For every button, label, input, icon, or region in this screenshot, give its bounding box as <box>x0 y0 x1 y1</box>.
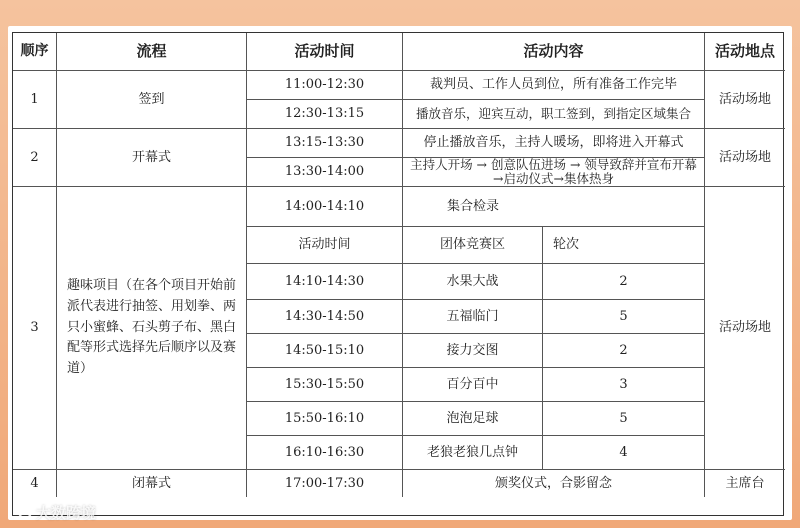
section4-order: 4 <box>13 470 57 497</box>
section4-process: 闭幕式 <box>57 470 247 497</box>
section2-order: 2 <box>13 129 57 187</box>
section1-time-2: 12:30-13:15 <box>247 100 403 129</box>
section1-time-1: 11:00-12:30 <box>247 71 403 100</box>
watermark-logo-icon <box>18 505 32 519</box>
game-row-time: 16:10-16:30 <box>247 436 403 470</box>
section3-process: 趣味项目（在各个项目开始前派代表进行抽签、用划拳、两只小蜜蜂、石头剪子布、黑白配等形式选择先后顺序以及赛道） <box>57 187 247 470</box>
game-row-area: 水果大战 <box>403 264 543 300</box>
watermark-text: 大数跨境 <box>36 504 97 522</box>
section3-assemble-content: 集合检录 <box>403 187 705 227</box>
section2-time-2: 13:30-14:00 <box>247 158 403 187</box>
header-content: 活动内容 <box>403 33 705 71</box>
game-row-round: 3 <box>543 368 705 402</box>
header-order: 顺序 <box>13 33 57 71</box>
subheader-area: 团体竞赛区 <box>403 227 543 264</box>
subheader-time: 活动时间 <box>247 227 403 264</box>
schedule-table <box>12 32 784 516</box>
section4-time: 17:00-17:30 <box>247 470 403 497</box>
game-row-round: 5 <box>543 300 705 334</box>
section1-order: 1 <box>13 71 57 129</box>
game-row-round: 4 <box>543 436 705 470</box>
section2-content-2: 主持人开场 → 创意队伍进场 → 领导致辞并宣布开幕 →启动仪式→集体热身 <box>403 158 705 187</box>
header-location: 活动地点 <box>705 33 785 71</box>
section2-process: 开幕式 <box>57 129 247 187</box>
game-row-round: 2 <box>543 334 705 368</box>
game-row-area: 泡泡足球 <box>403 402 543 436</box>
section3-location: 活动场地 <box>705 187 785 470</box>
section4-content: 颁奖仪式，合影留念 <box>403 470 705 497</box>
game-row-area: 接力交图 <box>403 334 543 368</box>
section4-location: 主席台 <box>725 475 765 491</box>
game-row-area: 老狼老狼几点钟 <box>403 436 543 470</box>
game-row-time: 15:50-16:10 <box>247 402 403 436</box>
game-row-time: 14:50-15:10 <box>247 334 403 368</box>
game-row-area: 百分百中 <box>403 368 543 402</box>
section1-content-2: 播放音乐，迎宾互动，职工签到，到指定区域集合 <box>403 100 705 129</box>
header-process: 流程 <box>57 33 247 71</box>
subheader-round: 轮次 <box>543 227 705 264</box>
section3-order: 3 <box>13 187 57 470</box>
section1-content-1: 裁判员、工作人员到位，所有准备工作完毕 <box>403 71 705 100</box>
section1-process: 签到 <box>57 71 247 129</box>
game-row-time: 14:30-14:50 <box>247 300 403 334</box>
header-time: 活动时间 <box>247 33 403 71</box>
game-row-area: 五福临门 <box>403 300 543 334</box>
section2-time-1: 13:15-13:30 <box>247 129 403 158</box>
section1-location: 活动场地 <box>705 71 785 129</box>
section2-location: 活动场地 <box>705 129 785 187</box>
game-row-round: 2 <box>543 264 705 300</box>
game-row-round: 5 <box>543 402 705 436</box>
game-row-time: 15:30-15:50 <box>247 368 403 402</box>
game-row-time: 14:10-14:30 <box>247 264 403 300</box>
section2-content-1: 停止播放音乐，主持人暖场，即将进入开幕式 <box>403 129 705 158</box>
section3-assemble-time: 14:00-14:10 <box>247 187 403 227</box>
watermark <box>18 502 96 523</box>
